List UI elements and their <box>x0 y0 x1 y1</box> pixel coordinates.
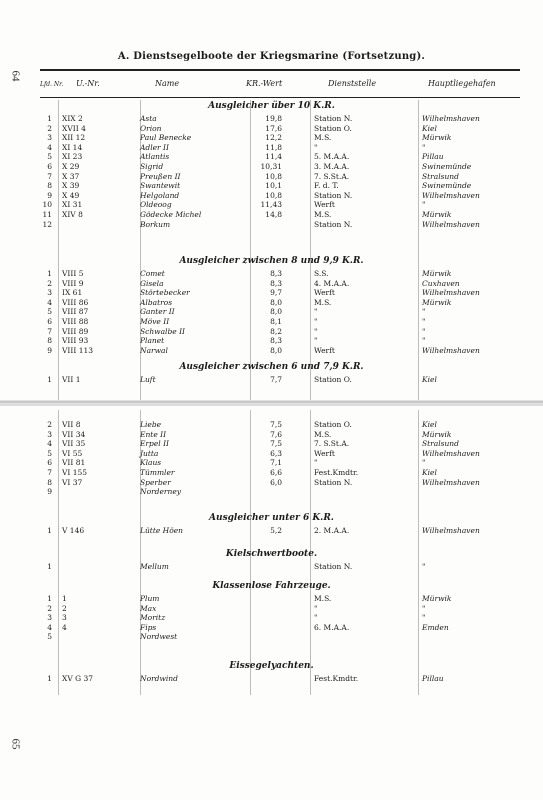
cell-nr: 8 <box>47 336 52 346</box>
cell-u: X 29 <box>62 162 80 171</box>
cell-nr: 1 <box>47 269 52 278</box>
cell-u: XI 31 <box>62 200 83 210</box>
cell-name: Erpel II <box>140 439 170 449</box>
table-row <box>40 200 520 210</box>
cell-dienst: Werft <box>314 345 335 355</box>
table-row <box>40 613 520 623</box>
table-row <box>40 478 520 488</box>
cell-name: Norderney <box>140 487 181 497</box>
cell-hafen: Wilhelmshaven <box>422 477 480 487</box>
table-row <box>40 487 520 497</box>
cell-kr: 7,6 <box>270 429 282 439</box>
cell-kr: 10,8 <box>265 190 282 200</box>
cell-dienst: " <box>314 307 318 317</box>
cell-name: Preußen II <box>140 171 181 181</box>
cell-name: Swantewit <box>140 181 181 191</box>
cell-nr: 12 <box>42 219 52 229</box>
table-row <box>40 143 520 153</box>
cell-hafen: Stralsund <box>422 439 459 449</box>
table-row <box>40 327 520 337</box>
cell-kr: 6,0 <box>270 477 282 487</box>
section-heading: Ausgleicher zwischen 6 und 7,9 K.R. <box>179 362 364 372</box>
cell-dienst: 4. M.A.A. <box>314 278 350 288</box>
section-heading: Eissegelyachten. <box>229 661 314 671</box>
cell-u: VIII 88 <box>62 317 89 326</box>
cell-dienst: Fest.Kmdtr. <box>314 468 359 477</box>
table-row <box>40 604 520 614</box>
table-row <box>40 468 520 478</box>
cell-u: VI 155 <box>62 468 88 477</box>
cell-dienst: Werft <box>314 448 335 458</box>
cell-hafen: " <box>422 142 426 152</box>
cell-kr: 6,6 <box>270 468 282 477</box>
cell-name: Borkum <box>140 219 171 229</box>
cell-name: Asta <box>140 114 157 123</box>
cell-nr: 9 <box>47 345 52 355</box>
header-nr: Lfd. Nr. <box>40 81 64 88</box>
cell-u: VIII 5 <box>62 269 84 278</box>
cell-name: Moritz <box>140 613 166 623</box>
table-row <box>40 562 520 572</box>
cell-dienst: S.S. <box>314 269 329 278</box>
cell-name: Sperber <box>140 477 171 487</box>
cell-kr: 11,8 <box>265 142 282 152</box>
cell-hafen: Mürwik <box>422 429 452 439</box>
cell-hafen: " <box>422 200 426 210</box>
cell-u: X 37 <box>62 171 80 181</box>
cell-dienst: " <box>314 326 318 336</box>
cell-dienst: " <box>314 142 318 152</box>
cell-nr: 5 <box>47 632 52 642</box>
cell-hafen: Stralsund <box>422 171 459 181</box>
cell-hafen: Pillau <box>422 152 444 162</box>
cell-dienst: Station O. <box>314 123 352 133</box>
cell-kr: 19,8 <box>265 114 282 123</box>
cell-dienst: F. d. T. <box>314 181 339 191</box>
cell-dienst: Station N. <box>314 477 353 487</box>
cell-kr: 10,31 <box>260 162 282 171</box>
cell-u: VIII 87 <box>62 307 89 317</box>
cell-dienst: " <box>314 336 318 346</box>
cell-name: Max <box>140 603 157 613</box>
cell-dienst: Fest.Kmdtr. <box>314 674 359 683</box>
cell-hafen: Swinemünde <box>422 181 472 191</box>
table-row <box>40 133 520 143</box>
cell-nr: 11 <box>42 210 52 219</box>
header-kr: KR.-Wert <box>246 79 283 88</box>
cell-u: XI 14 <box>62 142 83 152</box>
cell-nr: 2 <box>47 603 52 613</box>
cell-hafen: Mürwik <box>422 269 452 278</box>
cell-name: Klaus <box>140 458 162 468</box>
cell-nr: 1 <box>47 114 52 123</box>
table-row <box>40 298 520 308</box>
cell-name: Lütte Höen <box>140 526 183 535</box>
cell-u: X 39 <box>62 181 80 191</box>
table-row <box>40 279 520 289</box>
cell-nr: 1 <box>47 562 52 571</box>
cell-dienst: " <box>314 613 318 623</box>
cell-nr: 10 <box>42 200 52 210</box>
cell-u: VIII 93 <box>62 336 89 346</box>
cell-hafen: Kiel <box>422 468 437 477</box>
cell-nr: 1 <box>47 674 52 683</box>
cell-hafen: Wilhelmshaven <box>422 114 480 123</box>
table-row <box>40 623 520 633</box>
cell-name: Fips <box>140 622 157 632</box>
cell-hafen: Kiel <box>422 375 437 384</box>
cell-name: Orion <box>140 123 162 133</box>
cell-u: VII 8 <box>62 420 81 429</box>
cell-hafen: Wilhelmshaven <box>422 345 480 355</box>
cell-hafen: Wilhelmshaven <box>422 448 480 458</box>
header-bottom-rule <box>40 97 520 98</box>
cell-dienst: M.S. <box>314 133 332 143</box>
cell-dienst: 6. M.A.A. <box>314 622 350 632</box>
column-separator <box>418 100 419 400</box>
cell-nr: 3 <box>47 613 52 623</box>
cell-nr: 1 <box>47 526 52 535</box>
table-row <box>40 449 520 459</box>
cell-name: Nordwind <box>140 674 178 683</box>
cell-kr: 7,1 <box>270 458 282 468</box>
cell-u: VII 1 <box>62 375 81 384</box>
cell-hafen: Swinemünde <box>422 162 472 171</box>
cell-nr: 5 <box>47 307 52 317</box>
cell-nr: 7 <box>47 326 52 336</box>
cell-hafen: Kiel <box>422 123 437 133</box>
cell-kr: 8,0 <box>270 345 282 355</box>
table-row <box>40 162 520 172</box>
cell-nr: 3 <box>47 133 52 143</box>
cell-name: Schwalbe II <box>140 326 186 336</box>
cell-dienst: Werft <box>314 200 335 210</box>
cell-hafen: Mürwik <box>422 297 452 307</box>
cell-hafen: " <box>422 326 426 336</box>
cell-dienst: 5. M.A.A. <box>314 152 350 162</box>
cell-nr: 2 <box>47 420 52 429</box>
cell-nr: 3 <box>47 288 52 298</box>
cell-nr: 4 <box>47 297 52 307</box>
cell-nr: 9 <box>47 190 52 200</box>
cell-dienst: " <box>314 317 318 326</box>
cell-dienst: Station N. <box>314 562 353 571</box>
cell-hafen: " <box>422 336 426 346</box>
cell-name: Ente II <box>140 429 167 439</box>
page-title: A. Dienstsegelboote der Kriegsmarine (Fortsetzung). <box>117 51 426 62</box>
cell-u: V 146 <box>62 526 85 535</box>
section-heading: Klassenlose Fahrzeuge. <box>212 581 331 591</box>
cell-name: Tümmler <box>140 468 175 477</box>
header-dienst: Dienststelle <box>328 79 377 88</box>
cell-kr: 11,4 <box>265 152 282 162</box>
cell-hafen: " <box>422 458 426 468</box>
cell-nr: 5 <box>47 152 52 162</box>
cell-kr: 5,2 <box>270 526 282 535</box>
cell-kr: 8,3 <box>270 278 282 288</box>
cell-u: 4 <box>62 622 67 632</box>
cell-nr: 7 <box>47 468 52 477</box>
cell-u: 3 <box>62 613 67 623</box>
column-separator <box>140 410 141 695</box>
table-row <box>40 594 520 604</box>
cell-hafen: Emden <box>422 622 449 632</box>
table-row <box>40 181 520 191</box>
cell-u: VII 81 <box>62 458 86 468</box>
table-row <box>40 172 520 182</box>
cell-u: XV G 37 <box>62 674 94 683</box>
cell-nr: 7 <box>47 171 52 181</box>
cell-kr: 7,5 <box>270 420 282 429</box>
cell-kr: 7,7 <box>270 375 282 384</box>
cell-nr: 1 <box>47 375 52 384</box>
cell-name: Möve II <box>140 317 170 326</box>
cell-u: IX 61 <box>62 288 83 298</box>
cell-kr: 17,6 <box>265 123 282 133</box>
column-separator <box>250 100 251 400</box>
table-row <box>40 191 520 201</box>
cell-dienst: M.S. <box>314 297 332 307</box>
column-separator <box>58 410 59 695</box>
cell-name: Atlantis <box>140 152 170 162</box>
table-row <box>40 288 520 298</box>
cell-name: Jutta <box>140 448 159 458</box>
header-hafen: Hauptliegehafen <box>428 79 496 88</box>
cell-dienst: 7. S.St.A. <box>314 171 350 181</box>
cell-name: Narwal <box>140 345 168 355</box>
cell-kr: 11,43 <box>260 200 282 210</box>
table-row <box>40 458 520 468</box>
column-separator <box>418 410 419 695</box>
cell-name: Comet <box>140 269 165 278</box>
cell-u: VI 55 <box>62 448 83 458</box>
cell-nr: 1 <box>47 594 52 603</box>
table-row <box>40 430 520 440</box>
cell-kr: 10,8 <box>265 171 282 181</box>
cell-name: Adler II <box>140 142 169 152</box>
cell-kr: 10,1 <box>265 181 282 191</box>
cell-dienst: Station N. <box>314 190 353 200</box>
cell-dienst: Station N. <box>314 219 353 229</box>
cell-u: VIII 89 <box>62 326 89 336</box>
table-row <box>40 307 520 317</box>
cell-u: VIII 113 <box>62 345 94 355</box>
cell-dienst: M.S. <box>314 594 332 603</box>
table-row <box>40 152 520 162</box>
table-row <box>40 346 520 356</box>
cell-hafen: Wilhelmshaven <box>422 526 480 535</box>
cell-dienst: Station O. <box>314 375 352 384</box>
cell-u: XIV 8 <box>62 210 83 219</box>
table-row <box>40 269 520 279</box>
section-heading: Kielschwertboote. <box>225 549 318 559</box>
cell-nr: 4 <box>47 622 52 632</box>
table-row <box>40 632 520 642</box>
cell-nr: 3 <box>47 429 52 439</box>
cell-nr: 8 <box>47 477 52 487</box>
cell-kr: 8,0 <box>270 307 282 317</box>
cell-nr: 8 <box>47 181 52 191</box>
cell-name: Sigrid <box>140 162 164 171</box>
table-row <box>40 526 520 536</box>
cell-kr: 12,2 <box>265 133 282 143</box>
cell-hafen: " <box>422 562 426 571</box>
cell-kr: 8,2 <box>270 326 282 336</box>
cell-nr: 6 <box>47 162 52 171</box>
cell-dienst: Station O. <box>314 420 352 429</box>
cell-name: Albatros <box>140 297 173 307</box>
cell-dienst: " <box>314 603 318 613</box>
cell-name: Gödecke Michel <box>140 210 202 219</box>
cell-name: Mellum <box>140 562 169 571</box>
cell-hafen: Pillau <box>422 674 444 683</box>
table-row <box>40 336 520 346</box>
cell-name: Planet <box>140 336 165 346</box>
cell-u: VII 35 <box>62 439 86 449</box>
column-separator <box>140 100 141 400</box>
cell-nr: 4 <box>47 439 52 449</box>
section-heading: Ausgleicher über 10 K.R. <box>208 101 335 111</box>
cell-dienst: 3. M.A.A. <box>314 162 350 171</box>
cell-dienst: Werft <box>314 288 335 298</box>
cell-nr: 2 <box>47 278 52 288</box>
cell-u: XIX 2 <box>62 114 83 123</box>
cell-kr: 8,0 <box>270 297 282 307</box>
cell-nr: 6 <box>47 458 52 468</box>
cell-dienst: 2. M.A.A. <box>314 526 350 535</box>
cell-dienst: M.S. <box>314 429 332 439</box>
table-row <box>40 220 520 230</box>
table-row <box>40 210 520 220</box>
section-heading: Ausgleicher zwischen 8 und 9,9 K.R. <box>179 256 364 266</box>
cell-kr: 6,3 <box>270 448 282 458</box>
cell-name: Paul Benecke <box>140 133 192 143</box>
table-row <box>40 674 520 684</box>
cell-kr: 8,3 <box>270 336 282 346</box>
cell-hafen: Wilhelmshaven <box>422 288 480 298</box>
page-fold-shadow <box>0 404 543 406</box>
header-u: U.-Nr. <box>76 79 100 88</box>
cell-kr: 14,8 <box>265 210 282 219</box>
cell-nr: 5 <box>47 448 52 458</box>
cell-hafen: Mürwik <box>422 133 452 143</box>
cell-kr: 8,1 <box>270 317 282 326</box>
cell-u: 2 <box>62 603 67 613</box>
cell-hafen: Cuxhaven <box>422 278 460 288</box>
column-separator <box>58 100 59 400</box>
cell-name: Luft <box>140 375 156 384</box>
cell-kr: 8,3 <box>270 269 282 278</box>
cell-hafen: Wilhelmshaven <box>422 219 480 229</box>
page-number-top: 64 <box>9 70 22 82</box>
column-separator <box>310 410 311 695</box>
cell-name: Störtebecker <box>140 288 190 298</box>
cell-u: VII 34 <box>62 429 86 439</box>
cell-name: Helgoland <box>140 190 180 200</box>
cell-name: Gisela <box>140 278 164 288</box>
cell-dienst: Station N. <box>314 114 353 123</box>
cell-hafen: " <box>422 613 426 623</box>
cell-dienst: M.S. <box>314 210 332 219</box>
cell-hafen: Mürwik <box>422 594 452 603</box>
cell-kr: 7,5 <box>270 439 282 449</box>
cell-u: VIII 86 <box>62 297 89 307</box>
page-number-bottom: 65 <box>9 738 22 750</box>
cell-u: X 49 <box>62 190 80 200</box>
table-row <box>40 375 520 385</box>
cell-u: VI 37 <box>62 477 83 487</box>
table-header <box>40 71 520 96</box>
cell-hafen: Mürwik <box>422 210 452 219</box>
table-row <box>40 124 520 134</box>
cell-name: Oldeoog <box>140 200 172 210</box>
cell-hafen: " <box>422 603 426 613</box>
table-row <box>40 114 520 124</box>
cell-name: Plum <box>140 594 160 603</box>
cell-nr: 9 <box>47 487 52 497</box>
cell-dienst: " <box>314 458 318 468</box>
cell-u: 1 <box>62 594 67 603</box>
table-row <box>40 317 520 327</box>
cell-hafen: " <box>422 307 426 317</box>
cell-hafen: Wilhelmshaven <box>422 190 480 200</box>
cell-u: XII 12 <box>62 133 86 143</box>
cell-nr: 2 <box>47 123 52 133</box>
column-separator <box>310 100 311 400</box>
table-row <box>40 439 520 449</box>
cell-kr: 9,7 <box>270 288 282 298</box>
column-separator <box>250 410 251 695</box>
cell-name: Ganter II <box>140 307 175 317</box>
cell-nr: 4 <box>47 142 52 152</box>
cell-u: XVII 4 <box>62 123 86 133</box>
cell-u: XI 23 <box>62 152 83 162</box>
section-heading: Ausgleicher unter 6 K.R. <box>209 513 334 523</box>
header-name: Name <box>155 79 180 88</box>
cell-hafen: Kiel <box>422 420 437 429</box>
table-row <box>40 420 520 430</box>
cell-nr: 6 <box>47 317 52 326</box>
cell-name: Nordwest <box>140 632 178 642</box>
cell-hafen: " <box>422 317 426 326</box>
cell-name: Liebe <box>140 420 162 429</box>
cell-u: VIII 9 <box>62 278 84 288</box>
cell-dienst: 7. S.St.A. <box>314 439 350 449</box>
